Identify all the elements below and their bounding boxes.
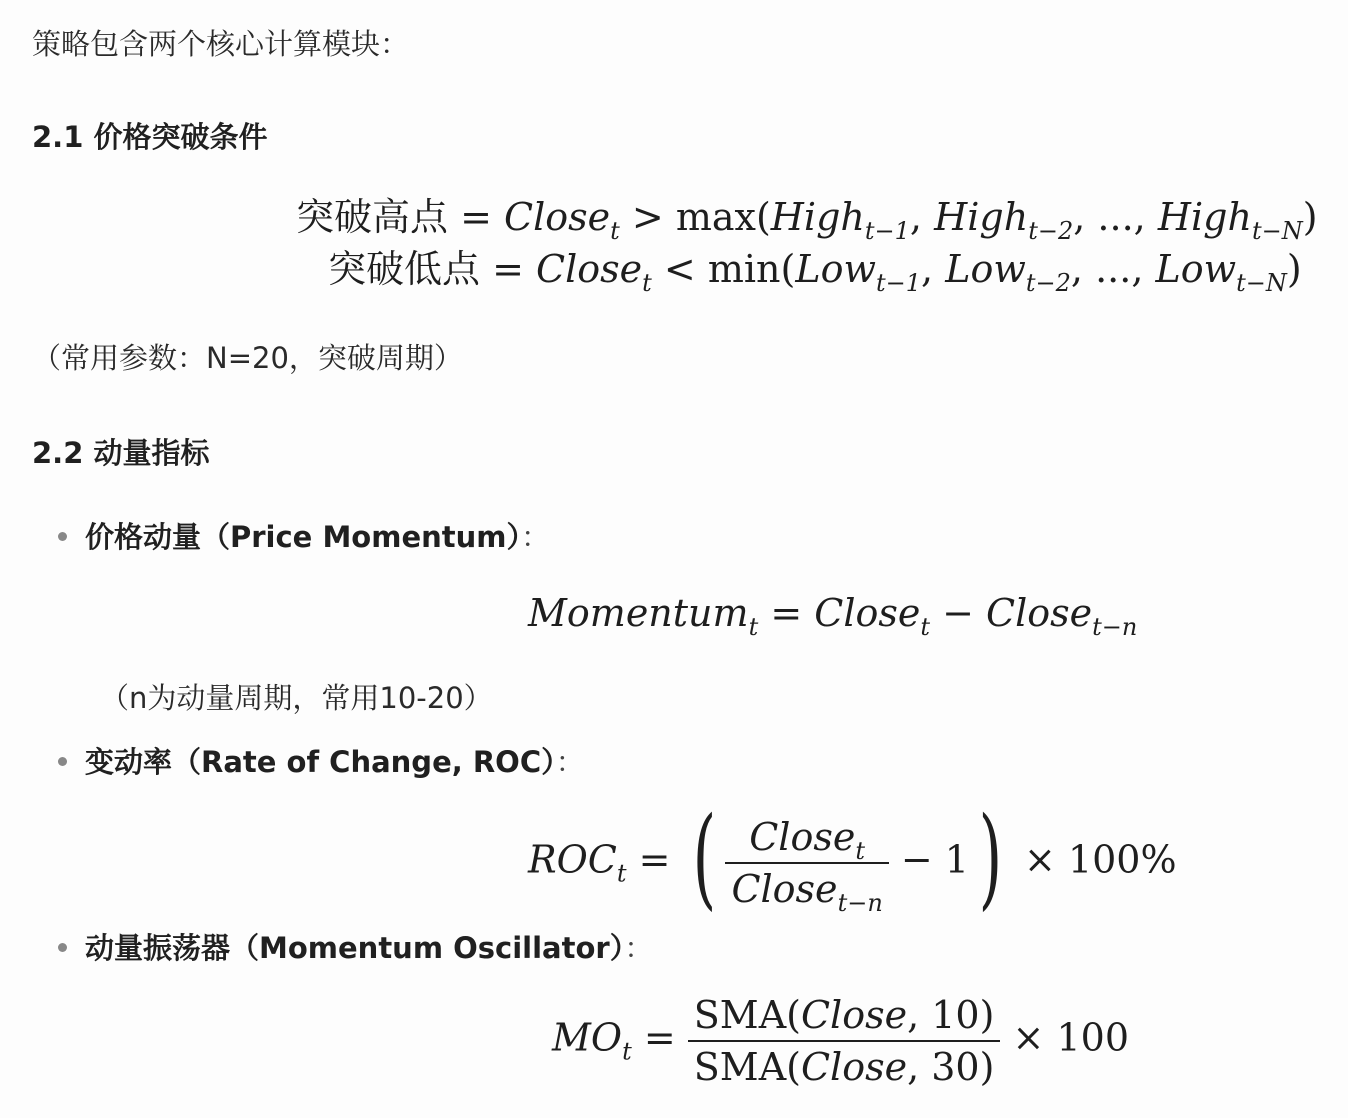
mo-den-sma: SMA — [693, 1045, 787, 1089]
bullet3-label: 动量振荡器（Momentum Oscillator） — [85, 931, 625, 965]
bullet-dot-icon — [58, 532, 67, 541]
eq1-term-1: High — [770, 195, 865, 239]
equation-breakout-low — [328, 247, 1302, 297]
roc-lparen: ( — [692, 793, 716, 921]
bullet2-colon: ： — [555, 745, 585, 779]
eq1-sep-3: , — [1133, 195, 1146, 239]
roc-times: × — [1024, 837, 1056, 882]
momentum-equals: = — [770, 591, 803, 635]
bullet3-colon: ： — [624, 931, 654, 965]
mo-den-close: Close — [800, 1045, 908, 1089]
eq2-term-2: Low — [945, 247, 1026, 291]
eq2-term-n: Low — [1155, 247, 1237, 291]
mo-fraction — [688, 993, 1001, 1089]
momentum-close-2: Close — [986, 591, 1093, 635]
eq1-close: Close — [504, 195, 611, 239]
eq2-close-sub: t — [642, 269, 652, 297]
eq2-equals: = — [492, 247, 524, 291]
mo-fraction-bar — [688, 1040, 1001, 1042]
eq2-term-1: Low — [795, 247, 876, 291]
eq2-sub-2: t−2 — [1025, 269, 1071, 297]
roc-numerator — [725, 815, 888, 865]
formula-roc — [528, 793, 1177, 921]
eq2-rparen: ) — [1286, 247, 1302, 291]
eq2-op: < — [663, 247, 696, 291]
momentum-lhs-sub: t — [748, 613, 759, 641]
section1-note: （常用参数：N=20，突破周期） — [32, 341, 463, 375]
roc-equals: = — [638, 837, 671, 882]
eq1-rparen: ) — [1302, 195, 1318, 239]
eq1-lparen: ( — [755, 195, 771, 239]
eq2-sep-1: , — [921, 247, 934, 291]
bullet-dot-icon — [58, 757, 67, 766]
formula-momentum — [528, 591, 1138, 641]
bullet-rate-of-change — [58, 740, 585, 781]
bullet1-colon: ： — [521, 520, 551, 554]
eq2-func: min — [707, 247, 781, 291]
eq1-lhs: 突破高点 — [296, 195, 449, 239]
equation-breakout-high — [296, 195, 1318, 245]
momentum-close-1: Close — [814, 591, 921, 635]
bullet-dot-icon — [58, 943, 67, 952]
momentum-minus: − — [942, 591, 974, 635]
mo-times: × — [1012, 1015, 1045, 1060]
mo-denominator: SMA(Close, 30) — [693, 1045, 995, 1089]
roc-denominator — [725, 867, 888, 917]
eq1-sub-n: t−N — [1251, 217, 1303, 245]
eq1-term-2: High — [934, 195, 1029, 239]
roc-num-close: Close — [749, 815, 856, 859]
eq1-close-sub: t — [610, 217, 620, 245]
eq2-lparen: ( — [780, 247, 796, 291]
momentum-lhs: Momentum — [528, 591, 749, 635]
eq1-sep-2: , — [1073, 195, 1086, 239]
bullet1-label: 价格动量（Price Momentum） — [85, 520, 521, 554]
bullet-momentum-oscillator — [58, 926, 653, 967]
roc-rparen: ) — [978, 793, 1003, 921]
mo-num-close: Close — [800, 993, 908, 1037]
momentum-close-2-sub: t−n — [1092, 613, 1138, 641]
bullet2-label: 变动率（Rate of Change, ROC） — [85, 745, 556, 779]
section-heading-2-2: 2.2 动量指标 — [32, 436, 210, 470]
mo-num-period: 10 — [931, 993, 980, 1037]
eq1-func: max — [675, 195, 756, 239]
eq2-sub-n: t−N — [1236, 269, 1287, 297]
momentum-close-1-sub: t — [920, 613, 931, 641]
roc-den-close: Close — [731, 867, 838, 911]
eq2-close: Close — [536, 247, 643, 291]
roc-num-sub: t — [855, 837, 865, 865]
bullet-price-momentum — [58, 515, 550, 556]
eq1-sub-1: t−1 — [864, 217, 910, 245]
roc-fraction — [725, 815, 888, 917]
section-heading-2-1: 2.1 价格突破条件 — [32, 120, 268, 154]
eq1-sep-1: , — [909, 195, 923, 239]
mo-equals: = — [643, 1015, 676, 1060]
eq2-lhs: 突破低点 — [328, 247, 481, 291]
mo-lhs: MO — [552, 1015, 623, 1060]
eq2-dots: ... — [1095, 247, 1132, 291]
roc-minus-one: − 1 — [900, 837, 969, 882]
mo-lhs-sub: t — [622, 1037, 632, 1066]
mo-numerator: SMA(Close, 10) — [693, 993, 995, 1037]
eq1-dots: ... — [1097, 195, 1134, 239]
roc-lhs: ROC — [528, 837, 617, 882]
bullet1-note: （n为动量周期，常用10-20） — [100, 681, 493, 715]
eq1-sub-2: t−2 — [1028, 217, 1074, 245]
eq2-sep-3: , — [1131, 247, 1144, 291]
eq1-op: > — [631, 195, 664, 239]
roc-percent: 100% — [1067, 837, 1177, 882]
eq1-equals: = — [460, 195, 492, 239]
eq1-term-n: High — [1157, 195, 1252, 239]
mo-num-sma: SMA — [693, 993, 787, 1037]
eq2-sep-2: , — [1070, 247, 1083, 291]
mo-den-period: 30 — [931, 1045, 980, 1089]
mo-factor: 100 — [1056, 1015, 1129, 1060]
roc-lhs-sub: t — [616, 859, 627, 888]
formula-mo — [552, 993, 1129, 1089]
intro-text: 策略包含两个核心计算模块： — [32, 27, 410, 61]
roc-den-sub: t−n — [837, 889, 883, 917]
eq2-sub-1: t−1 — [875, 269, 922, 297]
